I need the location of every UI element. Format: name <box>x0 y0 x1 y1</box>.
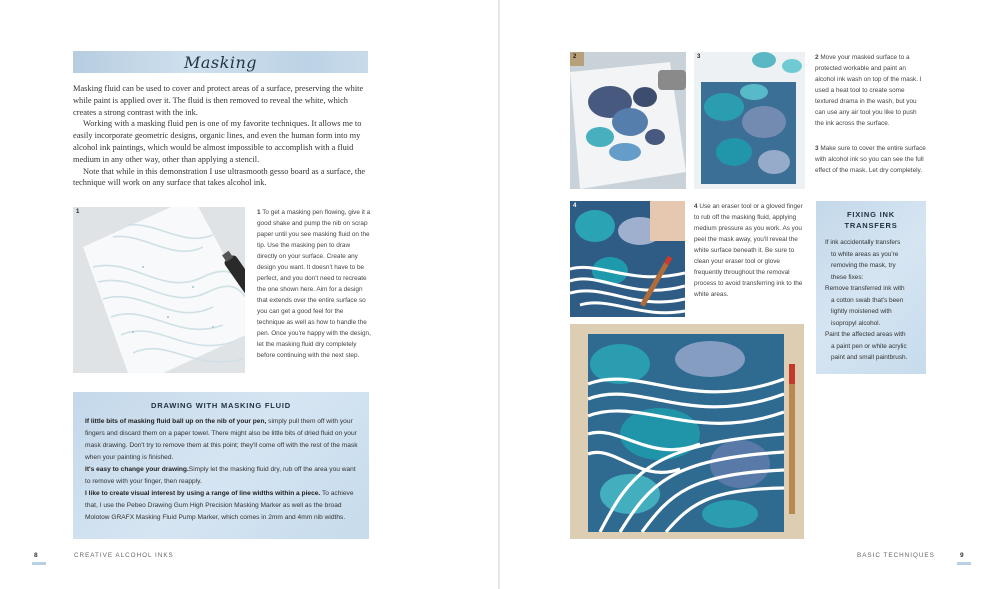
tip-box-drawing <box>73 392 369 539</box>
title-banner <box>73 51 368 73</box>
step3-caption <box>815 143 927 176</box>
tip-text: simply pull them off with your fingers and discard them on a paper towel. There might also be little bits of dried fluid on your mask drawing. Don't try to remove them at this point; they'll come off with the rest of the mask when your painting is finished. <box>85 418 358 461</box>
tip-line: If ink accidentally transfers <box>825 239 901 246</box>
step4-photo <box>570 201 685 317</box>
spread-gutter <box>498 0 500 589</box>
step1-caption <box>257 207 372 361</box>
intro-paragraph: Masking fluid can be used to cover and protect areas of a surface, preserving the white while paint is applied over it. The fluid is then removed to reveal the white, which creates a strong contrast with the ink. <box>73 84 364 117</box>
tip-title-line: FIXING INK <box>846 210 895 219</box>
step-number: 2 <box>573 54 577 60</box>
step-text: Make sure to cover the entire surface with alcohol ink so you can see the full effect of the mask. Let dry completely. <box>815 145 926 174</box>
tip-line: Paint the affected areas with <box>825 331 906 338</box>
folio-bar <box>32 562 46 565</box>
step4-caption <box>694 201 809 300</box>
tip-text: Simply let the masking fluid dry, rub off the area you want to remove with your finger, then reapply. <box>85 466 356 485</box>
running-head: CREATIVE ALCOHOL INKS <box>74 552 174 559</box>
tip-line: these fixes: <box>831 273 864 281</box>
ink-wash-image <box>570 52 686 189</box>
step-text: Move your masked surface to a protected workable and paint an alcohol ink wash on top of the mask. I used a heat tool to create some textured drama in the wash, but you can use any air tool you like to push the ink across the surface. <box>815 54 922 127</box>
step2-caption <box>815 52 927 129</box>
finished-painting-image <box>570 324 804 539</box>
tip-box-fixing <box>816 201 926 374</box>
step-text: Use an eraser tool or a gloved finger to rub off the masking fluid, applying medium pressure as you work. As you peel the mask away, you'll reveal the white surface beneath it. Be sure to clean your eraser tool or glove frequently throughout the removal process to avoid transferring ink to the white areas. <box>694 203 803 298</box>
step-text: To get a masking pen flowing, give it a good shake and pump the nib on scrap paper until you see masking fluid on the tip. Use the masking pen to draw directly on your surface. Create any design you want. It doesn't have to be perfect, and you don't need to recreate the one shown here. Aim for a design that extends over the entire surface so you can get a good feel for the technique as well as how to handle the pen. Once you're happy with the design, let the masking fluid dry completely before continuing with the next step. <box>257 209 371 359</box>
right-page <box>502 0 1000 589</box>
masking-drawing-image <box>73 207 245 373</box>
tip-line: Remove transferred ink with <box>825 285 905 292</box>
tip-line: isopropyl alcohol. <box>831 319 881 327</box>
step-number: 3 <box>815 145 819 152</box>
step-number: 1 <box>257 209 261 216</box>
step1-photo <box>73 207 245 373</box>
tip-bold-lead: I like to create visual interest by using a range of line widths within a piece. <box>85 490 321 497</box>
tip-line: to white areas as you're <box>831 250 899 258</box>
running-head: BASIC TECHNIQUES <box>857 552 935 559</box>
step-number: 4 <box>694 203 698 210</box>
step2-photo <box>570 52 686 189</box>
tip-box-title <box>816 209 926 231</box>
step-number: 1 <box>76 209 80 215</box>
left-page <box>0 0 498 589</box>
tip-paragraph <box>85 464 359 488</box>
page-number: 8 <box>34 552 38 559</box>
intro-paragraph: Working with a masking fluid pen is one of my favorite techniques. It allows me to easily incorporate geometric designs, organic lines, and even the human form into my alcohol ink paintings, which would be almost impossible to accomplish with a fluid medium in any other way, other than applying a stencil. <box>73 119 362 164</box>
tip-title-line: TRANSFERS <box>844 221 898 230</box>
page-title: Masking <box>184 52 257 72</box>
tip-line: removing the mask, try <box>831 262 896 269</box>
folio-bar <box>957 562 971 565</box>
page-number: 9 <box>960 552 964 559</box>
tip-box-title: DRAWING WITH MASKING FLUID <box>151 401 291 410</box>
tip-paragraph <box>85 416 359 464</box>
step-number: 2 <box>815 54 819 61</box>
intro-text <box>73 83 370 189</box>
mask-removal-image <box>570 201 685 317</box>
step-number: 4 <box>573 203 577 209</box>
tip-text: To achieve that, I use the Pebeo Drawing Gum High Precision Masking Marker as well as the broad Molotow GRAFX Masking Fluid Pump Marker, which comes in 2mm and 4mm nib widths. <box>85 490 354 521</box>
intro-paragraph: Note that while in this demonstration I use ultrasmooth gesso board as a surface, the technique will work on any surface that takes alcohol ink. <box>73 166 366 188</box>
step-number: 3 <box>697 54 701 60</box>
step3-photo <box>694 52 805 189</box>
finished-painting-photo <box>570 324 804 539</box>
tip-line: a cotton swab that's been <box>831 296 904 304</box>
tip-line: a paint pen or white acrylic <box>831 342 907 350</box>
tip-bold-lead: If little bits of masking fluid ball up on the nib of your pen, <box>85 418 267 425</box>
tip-paragraph <box>85 488 359 524</box>
tip-line: paint and small paintbrush. <box>831 354 908 361</box>
tip-line: lightly moistened with <box>831 308 892 315</box>
covered-surface-image <box>694 52 805 189</box>
tip-bold-lead: It's easy to change your drawing. <box>85 466 189 473</box>
